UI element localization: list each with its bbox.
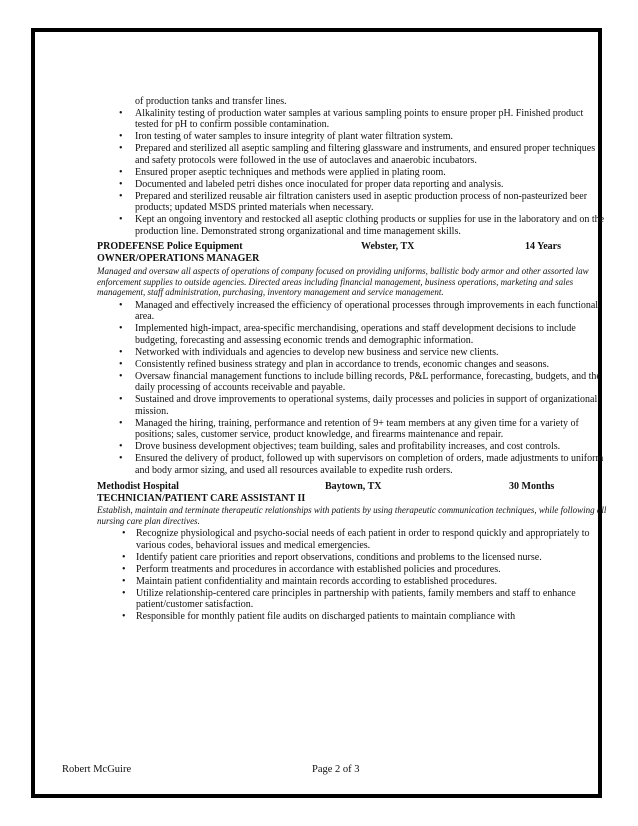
previous-job-bullets bbox=[97, 108, 609, 238]
list-item: • Ensured proper aseptic techniques and methods were applied in plating room. bbox=[97, 167, 609, 179]
list-item: • Kept an ongoing inventory and restocked all aseptic clothing products or supplies for use in the laboratory and on the production line. Demonstrated strong organizational and time management skills. bbox=[97, 214, 609, 237]
job-summary: Managed and oversaw all aspects of operations of company focused on providing uniforms, ballistic body armor and other assorted law enforcement supplies to outside agencies. Directed areas including financial management, business operations, marketing and sales management, staff administration, purchasing, inventory management and service management. bbox=[97, 266, 589, 298]
list-item: • Recognize physiological and psycho-social needs of each patient in order to respond quickly and appropriately to various codes, behavioral issues and medical emergencies. bbox=[97, 528, 609, 551]
company-name: Methodist Hospital bbox=[97, 480, 179, 492]
job-location: Webster, TX bbox=[361, 241, 415, 253]
list-item: • Iron testing of water samples to insure integrity of plant water filtration system. bbox=[97, 131, 609, 143]
job-bullets-prodefense bbox=[97, 300, 609, 477]
list-item: • Managed and effectively increased the efficiency of operational processes through improvements in each functional area. bbox=[97, 300, 609, 323]
list-item: • Responsible for monthly patient file audits on discharged patients to maintain compliance with bbox=[97, 611, 609, 623]
list-item: • Consistently refined business strategy and plan in accordance to trends, economic changes and seasons. bbox=[97, 359, 609, 371]
job-bullets-methodist bbox=[97, 528, 609, 623]
job-header-methodist bbox=[97, 481, 609, 493]
job-duration: 14 Years bbox=[525, 241, 562, 253]
list-item: • Documented and labeled petri dishes once inoculated for proper data reporting and analysis. bbox=[97, 179, 609, 191]
job-location: Baytown, TX bbox=[325, 480, 382, 492]
page-footer bbox=[62, 764, 582, 778]
company-name: PRODEFENSE Police Equipment bbox=[97, 241, 243, 253]
list-item: • Prepared and sterilized all aseptic sampling and filtering glassware and instruments, and ensured proper techniques and safety protocols were followed in the use of autoclaves and anaerobic incubators. bbox=[97, 143, 609, 166]
list-item: • Sustained and drove improvements to operational systems, daily processes and policies in support of organizational mission. bbox=[97, 394, 609, 417]
list-item: • Utilize relationship-centered care principles in partnership with patients, family members and staff to enhance patient/customer satisfaction. bbox=[97, 588, 609, 611]
list-item: • Implemented high-impact, area-specific merchandising, operations and staff development decisions to include budgeting, forecasting and assessing economic trends and demographic information. bbox=[97, 323, 609, 346]
resume-page bbox=[31, 28, 607, 798]
page-content bbox=[97, 96, 609, 623]
list-item: • Managed the hiring, training, performance and retention of 9+ team members at any given time for a variety of positions; sales, customer service, product knowledge, and firearms maintenance and repair. bbox=[97, 418, 609, 441]
list-item: • Ensured the delivery of product, followed up with supervisors on completion of orders, made adjustments to uniform and body armor sizing, and used all resources available to expedite rush orders. bbox=[97, 453, 609, 476]
list-item: • Identify patient care priorities and report observations, conditions and problems to the licensed nurse. bbox=[97, 552, 609, 564]
list-item: • Oversaw financial management functions to include billing records, P&L performance, forecasting, budgets, and the daily processing of accounts receivable and payable. bbox=[97, 371, 609, 394]
job-duration: 30 Months bbox=[509, 480, 555, 492]
list-item: • Drove business development objectives; team building, sales and profitability increases, and cost controls. bbox=[97, 441, 609, 453]
footer-author-name: Robert McGuire bbox=[62, 764, 132, 775]
footer-page-number: Page 2 of 3 bbox=[312, 764, 360, 775]
job-title: TECHNICIAN/PATIENT CARE ASSISTANT II bbox=[97, 492, 306, 504]
continuation-text: of production tanks and transfer lines. bbox=[135, 96, 287, 107]
job-summary: Establish, maintain and terminate therapeutic relationships with patients by using therapeutic communication techniques, while following all nursing care plan directives. bbox=[97, 505, 607, 526]
list-item: • Alkalinity testing of production water samples at various sampling points to ensure proper pH. Finished product tested for pH to confirm possible contamination. bbox=[97, 108, 609, 131]
list-item: • Prepared and sterilized reusable air filtration canisters used in aseptic production process of non-pasteurized beer products; updated MSDS printed materials when necessary. bbox=[97, 191, 609, 214]
job-header-prodefense bbox=[97, 241, 609, 253]
job-title: OWNER/OPERATIONS MANAGER bbox=[97, 253, 260, 265]
list-item: • Perform treatments and procedures in accordance with established policies and procedures. bbox=[97, 564, 609, 576]
list-item: • Maintain patient confidentiality and maintain records according to established procedures. bbox=[97, 576, 609, 588]
list-item: • Networked with individuals and agencies to develop new business and service new clients. bbox=[97, 347, 609, 359]
